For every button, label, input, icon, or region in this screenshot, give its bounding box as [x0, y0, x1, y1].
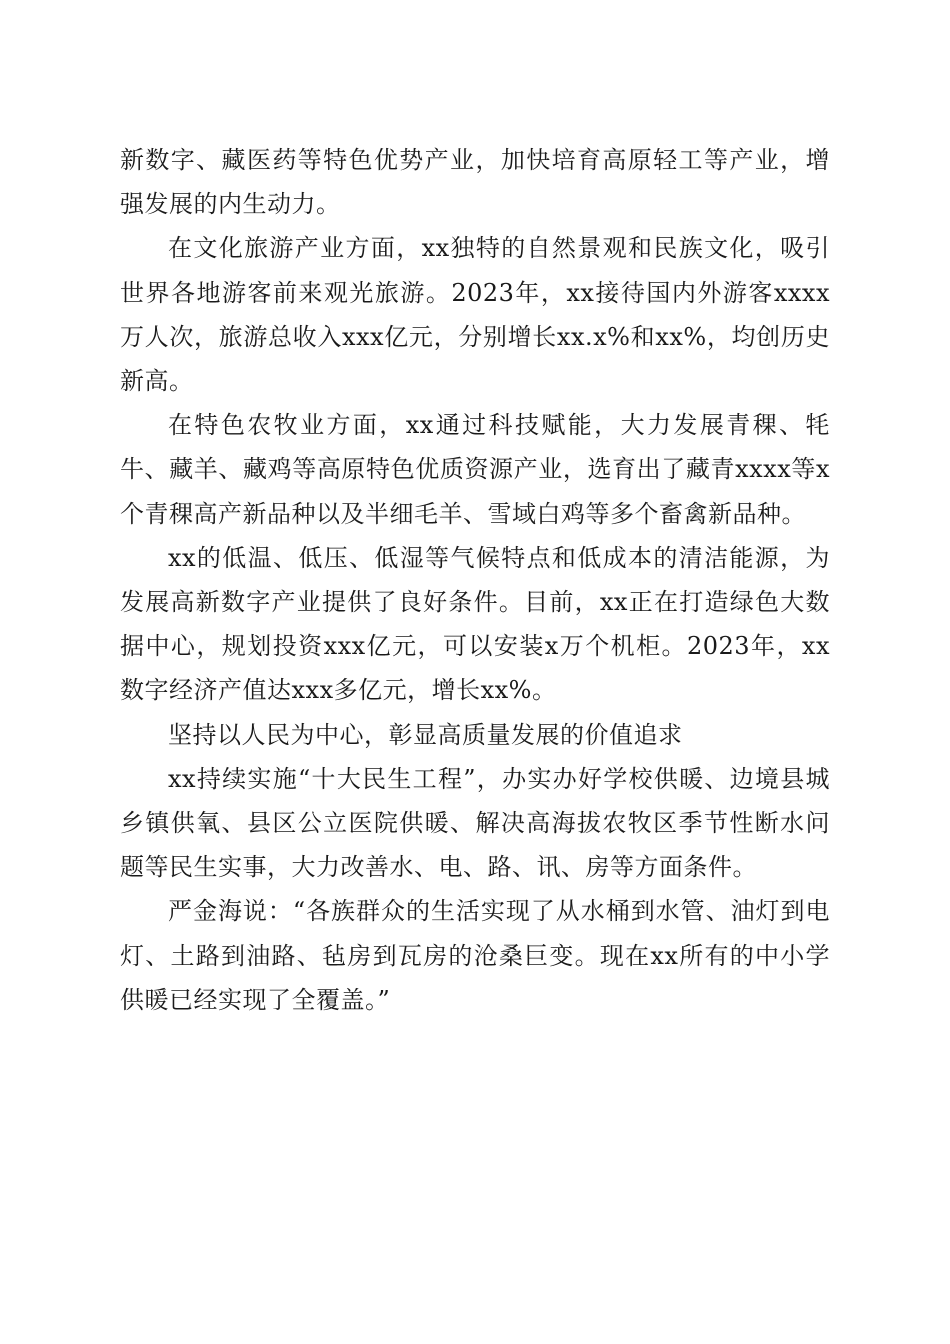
paragraph-industry-continuation: 新数字、藏医药等特色优势产业，加快培育高原轻工等产业，增强发展的内生动力。	[120, 146, 830, 219]
section-heading-people-centered: 坚持以人民为中心，彰显高质量发展的价值追求	[168, 720, 683, 749]
paragraph-digital-industry: xx的低温、低压、低湿等气候特点和低成本的清洁能源，为发展高新数字产业提供了良好条件。目前，xx正在打造绿色大数据中心，规划投资xxx亿元，可以安装x万个机柜。2023年，xx数字经济产值达xxx多亿元，增长xx%。	[120, 543, 830, 705]
paragraph-cultural-tourism: 在文化旅游产业方面，xx独特的自然景观和民族文化，吸引世界各地游客前来观光旅游。2023年，xx接待国内外游客xxxx万人次，旅游总收入xxx亿元，分别增长xx.x%和xx%，均创历史新高。	[120, 234, 830, 396]
document-body	[120, 138, 830, 1022]
paragraph-livelihood-projects: xx持续实施“十大民生工程”，办实办好学校供暖、边境县城乡镇供氧、县区公立医院供暖、解决高海拔农牧区季节性断水问题等民生实事，大力改善水、电、路、讯、房等方面条件。	[120, 764, 830, 882]
paragraph-agriculture: 在特色农牧业方面，xx通过科技赋能，大力发展青稞、牦牛、藏羊、藏鸡等高原特色优质资源产业，选育出了藏青xxxx等x个青稞高产新品种以及半细毛羊、雪域白鸡等多个畜禽新品种。	[120, 411, 830, 528]
paragraph-quote: 严金海说：“各族群众的生活实现了从水桶到水管、油灯到电灯、土路到油路、毡房到瓦房的沧桑巨变。现在xx所有的中小学供暖已经实现了全覆盖。”	[120, 897, 830, 1014]
